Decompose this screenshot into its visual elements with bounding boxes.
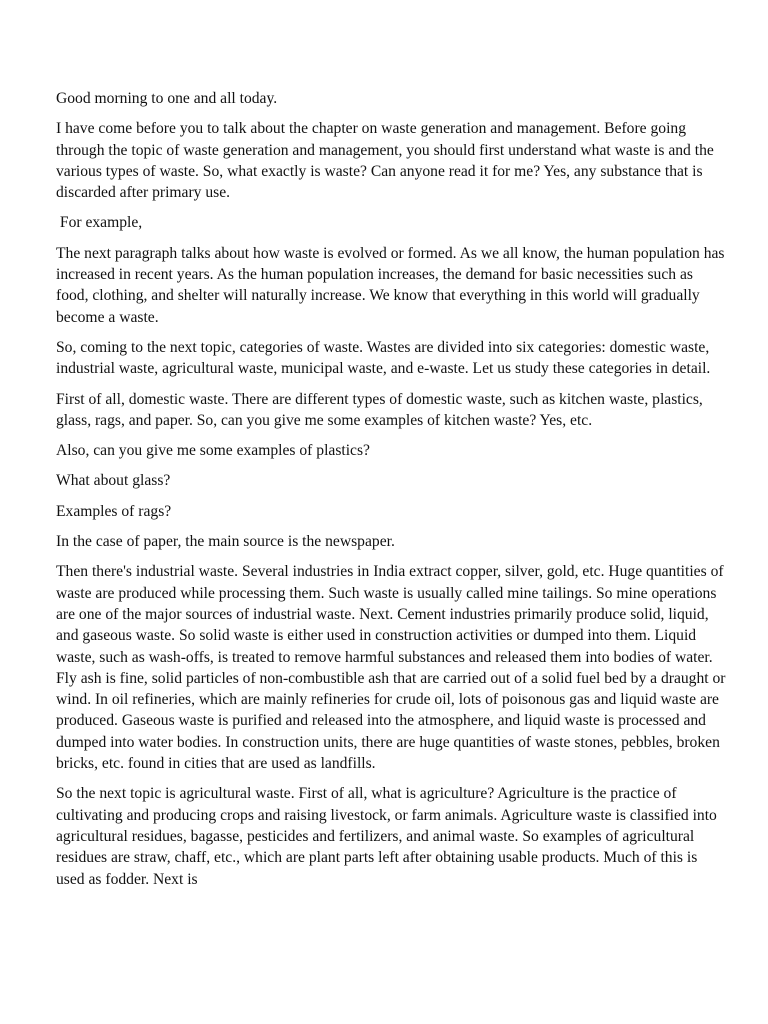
paragraph-glass-question: What about glass? (56, 472, 171, 490)
paragraph-industrial-waste: Then there's industrial waste. Several industries in India extract copper, silver, gold, etc. Huge quantities of waste are produced while processing them. Such waste is usually called mine tailings. So mine operations are one of the major sources of industrial waste. Next. Cement industries primarily produce solid, liquid, and gaseous waste. So solid waste is either used in construction activities or dumped into them. Liquid waste, such as wash-offs, is treated to remove harmful substances and released them into bodies of water. Fly ash is fine, solid particles of non-combustible ash that are carried out of a solid fuel bed by a draught or wind. In oil refineries, which are mainly refineries for crude oil, lots of poisonous gas and liquid waste are produced. Gaseous waste is purified and released into the atmosphere, and liquid waste is processed and dumped into water bodies. In construction units, there are huge quantities of waste stones, pebbles, broken bricks, etc. found in cities that are used as landfills. (56, 563, 726, 773)
paragraph-waste-formation: The next paragraph talks about how waste is evolved or formed. As we all know, the human population has increased in recent years. As the human population increases, the demand for basic necessities such as food, clothing, and shelter will naturally increase. We know that everything in this world will gradually become a waste. (56, 244, 725, 326)
paragraph-paper: In the case of paper, the main source is the newspaper. (56, 533, 395, 551)
paragraph-introduction: I have come before you to talk about the chapter on waste generation and management. Before going through the topic of waste generation and management, you should first understand what waste is and the various types of waste. So, what exactly is waste? Can anyone read it for me? Yes, any substance that is discarded after primary use. (56, 120, 714, 202)
document-page (56, 88, 726, 899)
paragraph-plastics-question: Also, can you give me some examples of plastics? (56, 442, 370, 460)
paragraph-greeting: Good morning to one and all today. (56, 90, 278, 107)
paragraph-categories: So, coming to the next topic, categories of waste. Wastes are divided into six categories: domestic waste, industrial waste, agricultural waste, municipal waste, and e-waste. Let us study these categories in detail. (56, 338, 711, 378)
paragraph-for-example: For example, (56, 214, 143, 232)
paragraph-rags-question: Examples of rags? (56, 502, 172, 520)
paragraph-agricultural-waste: So the next topic is agricultural waste. First of all, what is agriculture? Agriculture is the practice of cultivating and producing crops and raising livestock, or farm animals. Agriculture waste is classified into agricultural residues, bagasse, pesticides and fertilizers, and animal waste. So examples of agricultural residues are straw, chaff, etc., which are plant parts left after obtaining usable products. Much of this is used as fodder. Next is (56, 785, 717, 888)
paragraph-domestic-waste: First of all, domestic waste. There are different types of domestic waste, such as kitchen waste, plastics, glass, rags, and paper. So, can you give me some examples of kitchen waste? Yes, etc. (56, 390, 703, 429)
